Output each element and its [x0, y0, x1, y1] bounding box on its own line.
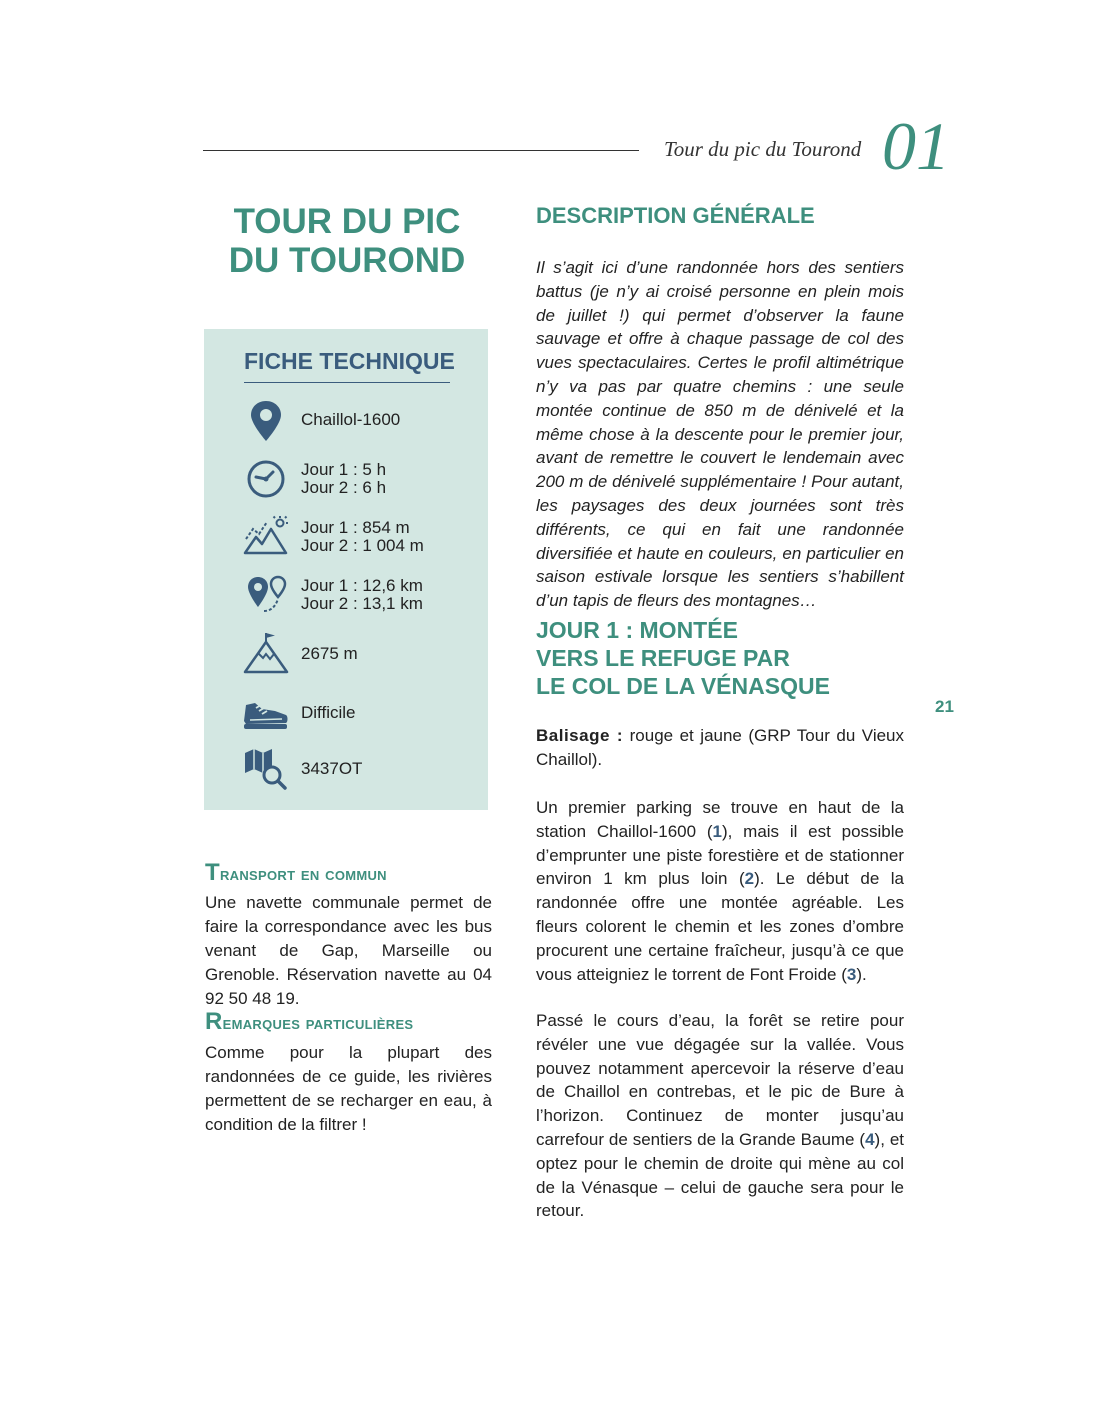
- duration-day1: Jour 1 : 5 h: [301, 460, 387, 479]
- elevation-day2: Jour 2 : 1 004 m: [301, 536, 424, 555]
- location-pin-icon: [242, 399, 290, 443]
- difficulty-value: Difficile: [301, 703, 356, 722]
- distance-day2: Jour 2 : 13,1 km: [301, 594, 423, 613]
- header-rule: [203, 150, 639, 151]
- remarques-text: Comme pour la plupart des randonnées de ce guide, les rivières permettent de se recharger en eau, à condition de la filtrer !: [205, 1043, 492, 1134]
- duration-day2: Jour 2 : 6 h: [301, 478, 387, 497]
- location-value: Chaillol-1600: [301, 410, 401, 429]
- jour1-heading-line-2: VERS LE REFUGE PAR: [536, 645, 790, 671]
- balisage-paragraph: [536, 724, 904, 772]
- hiking-shoe-icon: [242, 691, 290, 735]
- jour1-heading: [536, 616, 830, 700]
- balisage-text: rouge et jaune (GRP Tour du Vieux Chaillol).: [536, 726, 905, 769]
- summit-flag-icon: [242, 632, 290, 676]
- jour1-paragraph-1: Un premier parking se trouve en haut de la station Chaillol-1600 (1), mais il est possible d’emprunter une piste forestière et de stationner environ 1 km plus loin (2). Le début de la randonnée offre une montée agréable. Les fleurs colorent le chemin et les zones d’ombre procurent une certaine fraîcheur, jusqu’à ce que vous atteigniez le torrent de Font Froide (3).: [536, 798, 904, 984]
- fiche-title: FICHE TECHNIQUE: [244, 348, 450, 383]
- waypoint-ref-4: 4: [865, 1129, 875, 1149]
- chapter-number: 01: [882, 108, 950, 184]
- page-number: 21: [935, 697, 954, 716]
- jour1-paragraph-2: Passé le cours d’eau, la forêt se retire pour révéler une vue dégagée sur la vallée. Vous pouvez notamment apercevoir la réserve d’eau de Chaillol en contrebas, et le pic de Bure à l’horizon. Continuez de monter jusqu’au carrefour de sentiers de la Grande Baume (4), et optez pour le chemin de droite qui mène au col de la Vénasque – celui de gauche sera pour le retour.: [536, 1011, 904, 1221]
- summit-value: 2675 m: [301, 644, 358, 663]
- remarques-heading: Remarques particulières: [205, 1008, 414, 1035]
- title-line-1: TOUR DU PIC: [233, 202, 461, 241]
- transport-heading: Transport en commun: [205, 859, 387, 886]
- waypoint-ref-1: 1: [712, 821, 722, 841]
- description-text: Il s’agit ici d’une randonnée hors des sentiers battus (je n’y ai croisé personne en plein mois de juillet !) qui permet d’observer la faune sauvage et offre à chaque passage de col des vues spectaculaires. Certes le profil altimétrique n’y va pas par quatre chemins : une seule montée continue de 850 m de dénivelé et la même chose à la descente pour le premier jour, avant de remettre le couvert le lendemain avec 200 m de dénivelé supplémentaire ! Pour autant, les paysages des deux journées sont très différents, ce qui en fait une randonnée diversifiée et haute en couleurs, en particulier en saison estivale lorsque les sentiers s’habillent d’un tapis de fleurs des montagnes…: [536, 258, 904, 611]
- clock-icon: [242, 457, 290, 501]
- waypoint-ref-2: 2: [744, 869, 755, 889]
- jour1-heading-line-1: JOUR 1 : MONTÉE: [536, 617, 738, 643]
- page-title: [203, 202, 491, 280]
- running-header-title: Tour du pic du Tourond: [664, 137, 862, 161]
- distance-icon: [242, 573, 290, 617]
- fiche-technique-panel: [204, 329, 488, 810]
- distance-day1: Jour 1 : 12,6 km: [301, 576, 423, 595]
- balisage-label: Balisage :: [536, 726, 624, 745]
- elevation-icon: [242, 515, 290, 559]
- title-line-2: DU TOUROND: [228, 241, 466, 280]
- jour1-heading-line-3: LE COL DE LA VÉNASQUE: [536, 673, 830, 699]
- waypoint-ref-3: 3: [846, 964, 857, 984]
- description-heading: DESCRIPTION GÉNÉRALE: [536, 203, 815, 228]
- map-value: 3437OT: [301, 759, 363, 778]
- transport-text: Une navette communale permet de faire la correspondance avec les bus venant de Gap, Marseille ou Grenoble. Réservation navette au 04 92 50 48 19.: [205, 893, 492, 1008]
- map-search-icon: [242, 747, 290, 791]
- elevation-day1: Jour 1 : 854 m: [301, 518, 410, 537]
